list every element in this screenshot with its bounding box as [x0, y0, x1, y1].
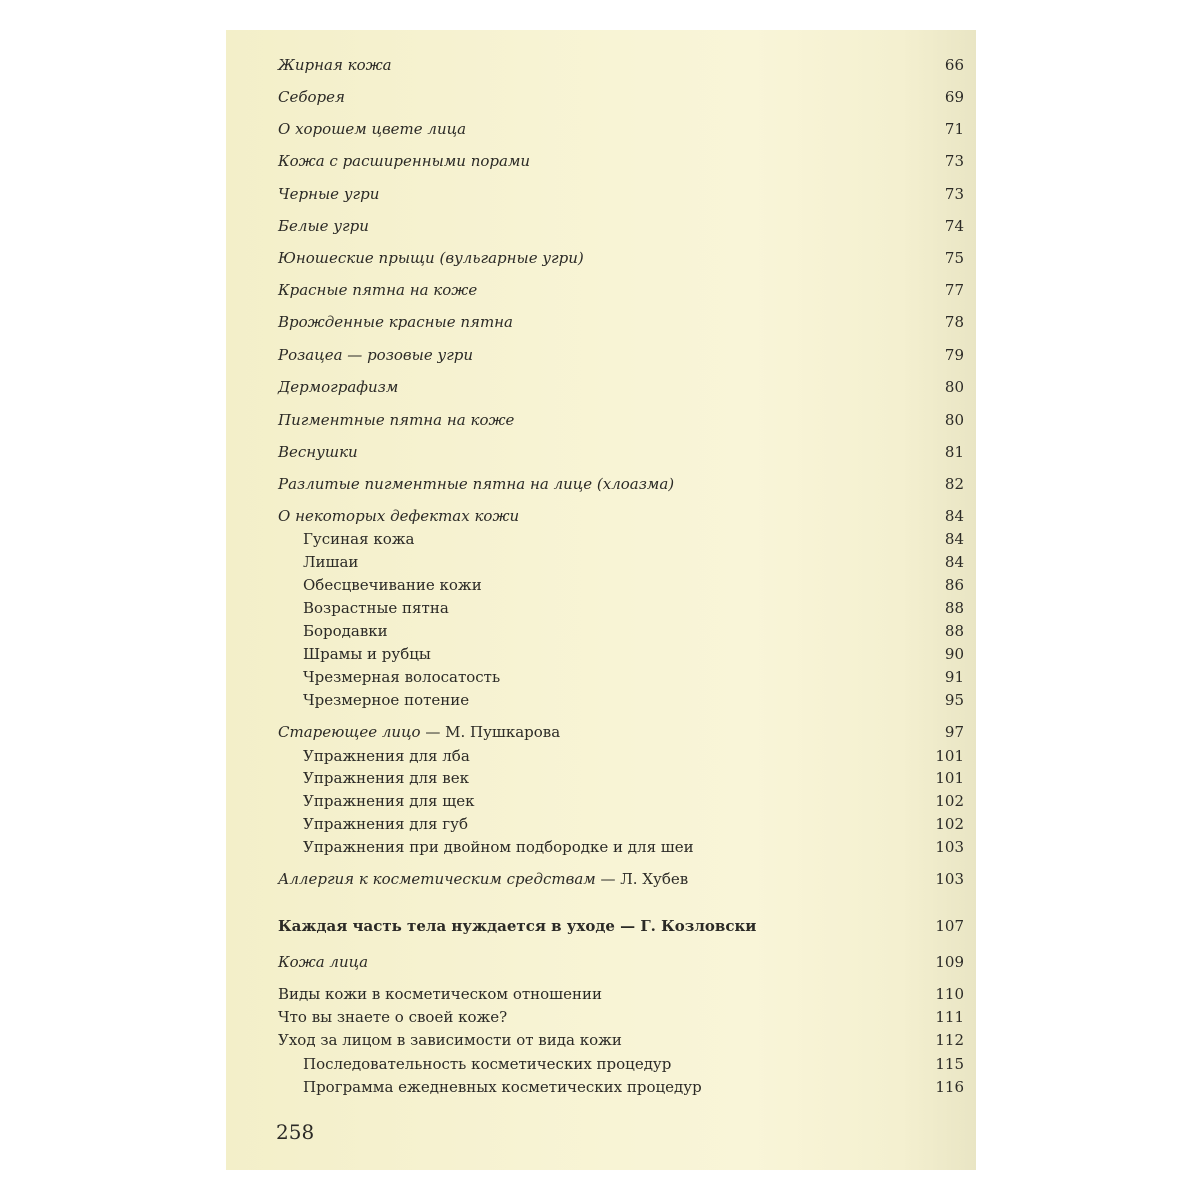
toc-entry	[226, 619, 976, 643]
toc-entry-title	[303, 1052, 671, 1076]
toc-entry-title	[278, 720, 560, 744]
toc-entry-page: 110	[935, 985, 964, 1003]
toc-entry	[226, 1005, 976, 1029]
toc-entry-page: 103	[935, 838, 964, 856]
toc-entry-title	[278, 149, 530, 173]
toc-entry-title	[278, 408, 514, 432]
toc-title-text: Белые угри	[278, 217, 369, 235]
toc-entry-title	[278, 85, 345, 109]
toc-title-text: Розацеа — розовые угри	[278, 346, 474, 364]
toc-entry-page: 69	[944, 88, 964, 106]
toc-entry-page: 91	[944, 668, 964, 686]
toc-entry	[226, 744, 976, 768]
toc-title-text: О хорошем цвете лица	[278, 120, 467, 138]
toc-entry-page: 112	[935, 1031, 964, 1049]
toc-entry-title	[303, 550, 358, 574]
toc-title-text: Кожа с расширенными порами	[278, 152, 531, 170]
toc-entry	[226, 343, 976, 367]
toc-title-text: Упражнения для щек	[303, 792, 475, 810]
toc-entry-page: 79	[944, 346, 964, 364]
toc-entry	[226, 182, 976, 206]
toc-title-text: Чрезмерное потение	[303, 691, 470, 709]
toc-entry	[226, 573, 976, 597]
toc-entry	[226, 472, 976, 496]
toc-title-text: Каждая часть тела нуждается в уходе — Г. Козловски	[278, 917, 757, 935]
toc-entry-page: 107	[935, 917, 964, 935]
toc-entry-title	[303, 619, 388, 643]
toc-entry-page: 95	[944, 691, 964, 709]
toc-entry-page: 90	[944, 645, 964, 663]
book-page	[226, 30, 976, 1170]
toc-entry-page: 81	[944, 443, 964, 461]
toc-entry	[226, 982, 976, 1006]
toc-entry	[226, 117, 976, 141]
toc-entry-page: 88	[944, 599, 964, 617]
toc-title-text: Аллергия к косметическим средствам	[278, 870, 596, 888]
toc-entry	[226, 688, 976, 712]
toc-entry-title	[303, 596, 449, 620]
toc-entry	[226, 720, 976, 744]
toc-title-text: Кожа лица	[278, 953, 369, 971]
toc-entry-title	[278, 867, 688, 891]
toc-entry-title	[278, 950, 368, 974]
toc-title-text: Возрастные пятна	[303, 599, 449, 617]
toc-entry-title	[278, 343, 473, 367]
toc-entry-page: 84	[944, 553, 964, 571]
toc-title-text: Упражнения для лба	[303, 747, 470, 765]
toc-entry	[226, 596, 976, 620]
toc-title-text: Уход за лицом в зависимости от вида кожи	[278, 1031, 622, 1049]
toc-title-text: Дермографизм	[278, 378, 399, 396]
toc-entry-title	[303, 688, 469, 712]
toc-entry-title	[303, 766, 469, 790]
toc-title-text: Врожденные красные пятна	[278, 313, 513, 331]
toc-entry-page: 73	[944, 185, 964, 203]
toc-title-text: Веснушки	[278, 443, 358, 461]
toc-entry	[226, 375, 976, 399]
toc-entry	[226, 408, 976, 432]
toc-entry-title	[278, 278, 477, 302]
toc-entry-author: — М. Пушкарова	[420, 723, 561, 741]
toc-entry-title	[278, 182, 379, 206]
toc-entry-page: 111	[935, 1008, 964, 1026]
toc-entry-page: 86	[944, 576, 964, 594]
toc-entry-page: 101	[935, 769, 964, 787]
toc-title-text: Упражнения для век	[303, 769, 469, 787]
toc-title-text: Разлитые пигментные пятна на лице (хлоазма)	[278, 475, 675, 493]
toc-title-text: Красные пятна на коже	[278, 281, 478, 299]
toc-entry	[226, 278, 976, 302]
toc-entry-title	[278, 914, 756, 938]
toc-entry-title	[278, 1005, 507, 1029]
toc-entry	[226, 1052, 976, 1076]
toc-title-text: Виды кожи в косметическом отношении	[278, 985, 603, 1003]
toc-entry-page: 101	[935, 747, 964, 765]
toc-entry	[226, 789, 976, 813]
toc-entry-page: 66	[944, 56, 964, 74]
toc-entry-title	[278, 53, 392, 77]
toc-entry-title	[303, 835, 694, 859]
toc-entry-title	[278, 117, 466, 141]
toc-entry	[226, 1075, 976, 1099]
toc-entry	[226, 214, 976, 238]
toc-title-text: Лишаи	[303, 553, 359, 571]
toc-title-text: Упражнения для губ	[303, 815, 468, 833]
toc-entry	[226, 867, 976, 891]
toc-entry-page: 102	[935, 792, 964, 810]
toc-entry-title	[278, 440, 358, 464]
toc-entry	[226, 550, 976, 574]
toc-title-text: Себорея	[278, 88, 345, 106]
toc-entry-page: 115	[935, 1055, 964, 1073]
page-number: 258	[276, 1120, 315, 1144]
toc-entry-page: 73	[944, 152, 964, 170]
toc-title-text: Жирная кожа	[278, 56, 392, 74]
toc-entry-page: 78	[944, 313, 964, 331]
toc-title-text: Юношеские прыщи (вульгарные угри)	[278, 249, 584, 267]
toc-title-text: О некоторых дефектах кожи	[278, 507, 520, 525]
toc-entry-page: 80	[944, 378, 964, 396]
toc-entry-title	[303, 1075, 702, 1099]
toc-entry-title	[303, 812, 468, 836]
toc-entry-page: 109	[935, 953, 964, 971]
toc-entry-title	[303, 642, 431, 666]
toc-entry	[226, 665, 976, 689]
toc-entry-title	[278, 504, 519, 528]
toc-entry-title	[303, 573, 482, 597]
toc-entry-page: 80	[944, 411, 964, 429]
toc-entry-title	[278, 246, 584, 270]
toc-entry	[226, 440, 976, 464]
toc-entry-title	[303, 665, 500, 689]
toc-entry	[226, 310, 976, 334]
toc-entry	[226, 1028, 976, 1052]
toc-entry-title	[278, 982, 602, 1006]
toc-title-text: Черные угри	[278, 185, 380, 203]
toc-entry-title	[278, 1028, 622, 1052]
toc-title-text: Пигментные пятна на коже	[278, 411, 515, 429]
toc-title-text: Стареющее лицо	[278, 723, 421, 741]
toc-title-text: Бородавки	[303, 622, 388, 640]
toc-entry	[226, 246, 976, 270]
toc-title-text: Шрамы и рубцы	[303, 645, 431, 663]
toc-entry	[226, 835, 976, 859]
toc-entry	[226, 504, 976, 528]
toc-entry-page: 84	[944, 507, 964, 525]
toc-entry-title	[278, 375, 398, 399]
toc-entry-page: 97	[944, 723, 964, 741]
toc-entry	[226, 642, 976, 666]
toc-title-text: Что вы знаете о своей коже?	[278, 1008, 508, 1026]
toc-title-text: Обесцвечивание кожи	[303, 576, 482, 594]
toc-entry-title	[278, 310, 513, 334]
toc-entry-title	[278, 472, 674, 496]
toc-entry-page: 84	[944, 530, 964, 548]
toc-entry	[226, 766, 976, 790]
toc-entry-page: 102	[935, 815, 964, 833]
toc-entry-page: 88	[944, 622, 964, 640]
toc-entry-page: 116	[935, 1078, 964, 1096]
toc-entry	[226, 527, 976, 551]
toc-entry	[226, 914, 976, 938]
toc-entry-page: 74	[944, 217, 964, 235]
toc-entry-page: 75	[944, 249, 964, 267]
toc-title-text: Упражнения при двойном подбородке и для шеи	[303, 838, 694, 856]
toc-entry	[226, 812, 976, 836]
toc-entry	[226, 950, 976, 974]
toc-entry-page: 77	[944, 281, 964, 299]
toc-title-text: Программа ежедневных косметических процедур	[303, 1078, 702, 1096]
toc-title-text: Последовательность косметических процедур	[303, 1055, 672, 1073]
toc-entry-title	[278, 214, 369, 238]
toc-entry-page: 82	[944, 475, 964, 493]
toc-title-text: Гусиная кожа	[303, 530, 415, 548]
toc-entry-title	[303, 527, 414, 551]
toc-title-text: Чрезмерная волосатость	[303, 668, 501, 686]
toc-entry-page: 71	[944, 120, 964, 138]
toc-entry-title	[303, 789, 474, 813]
toc-entry	[226, 85, 976, 109]
toc-entry-author: — Л. Хубев	[595, 870, 689, 888]
toc-entry	[226, 149, 976, 173]
toc-entry-title	[303, 744, 470, 768]
toc-entry-page: 103	[935, 870, 964, 888]
toc-entry	[226, 53, 976, 77]
